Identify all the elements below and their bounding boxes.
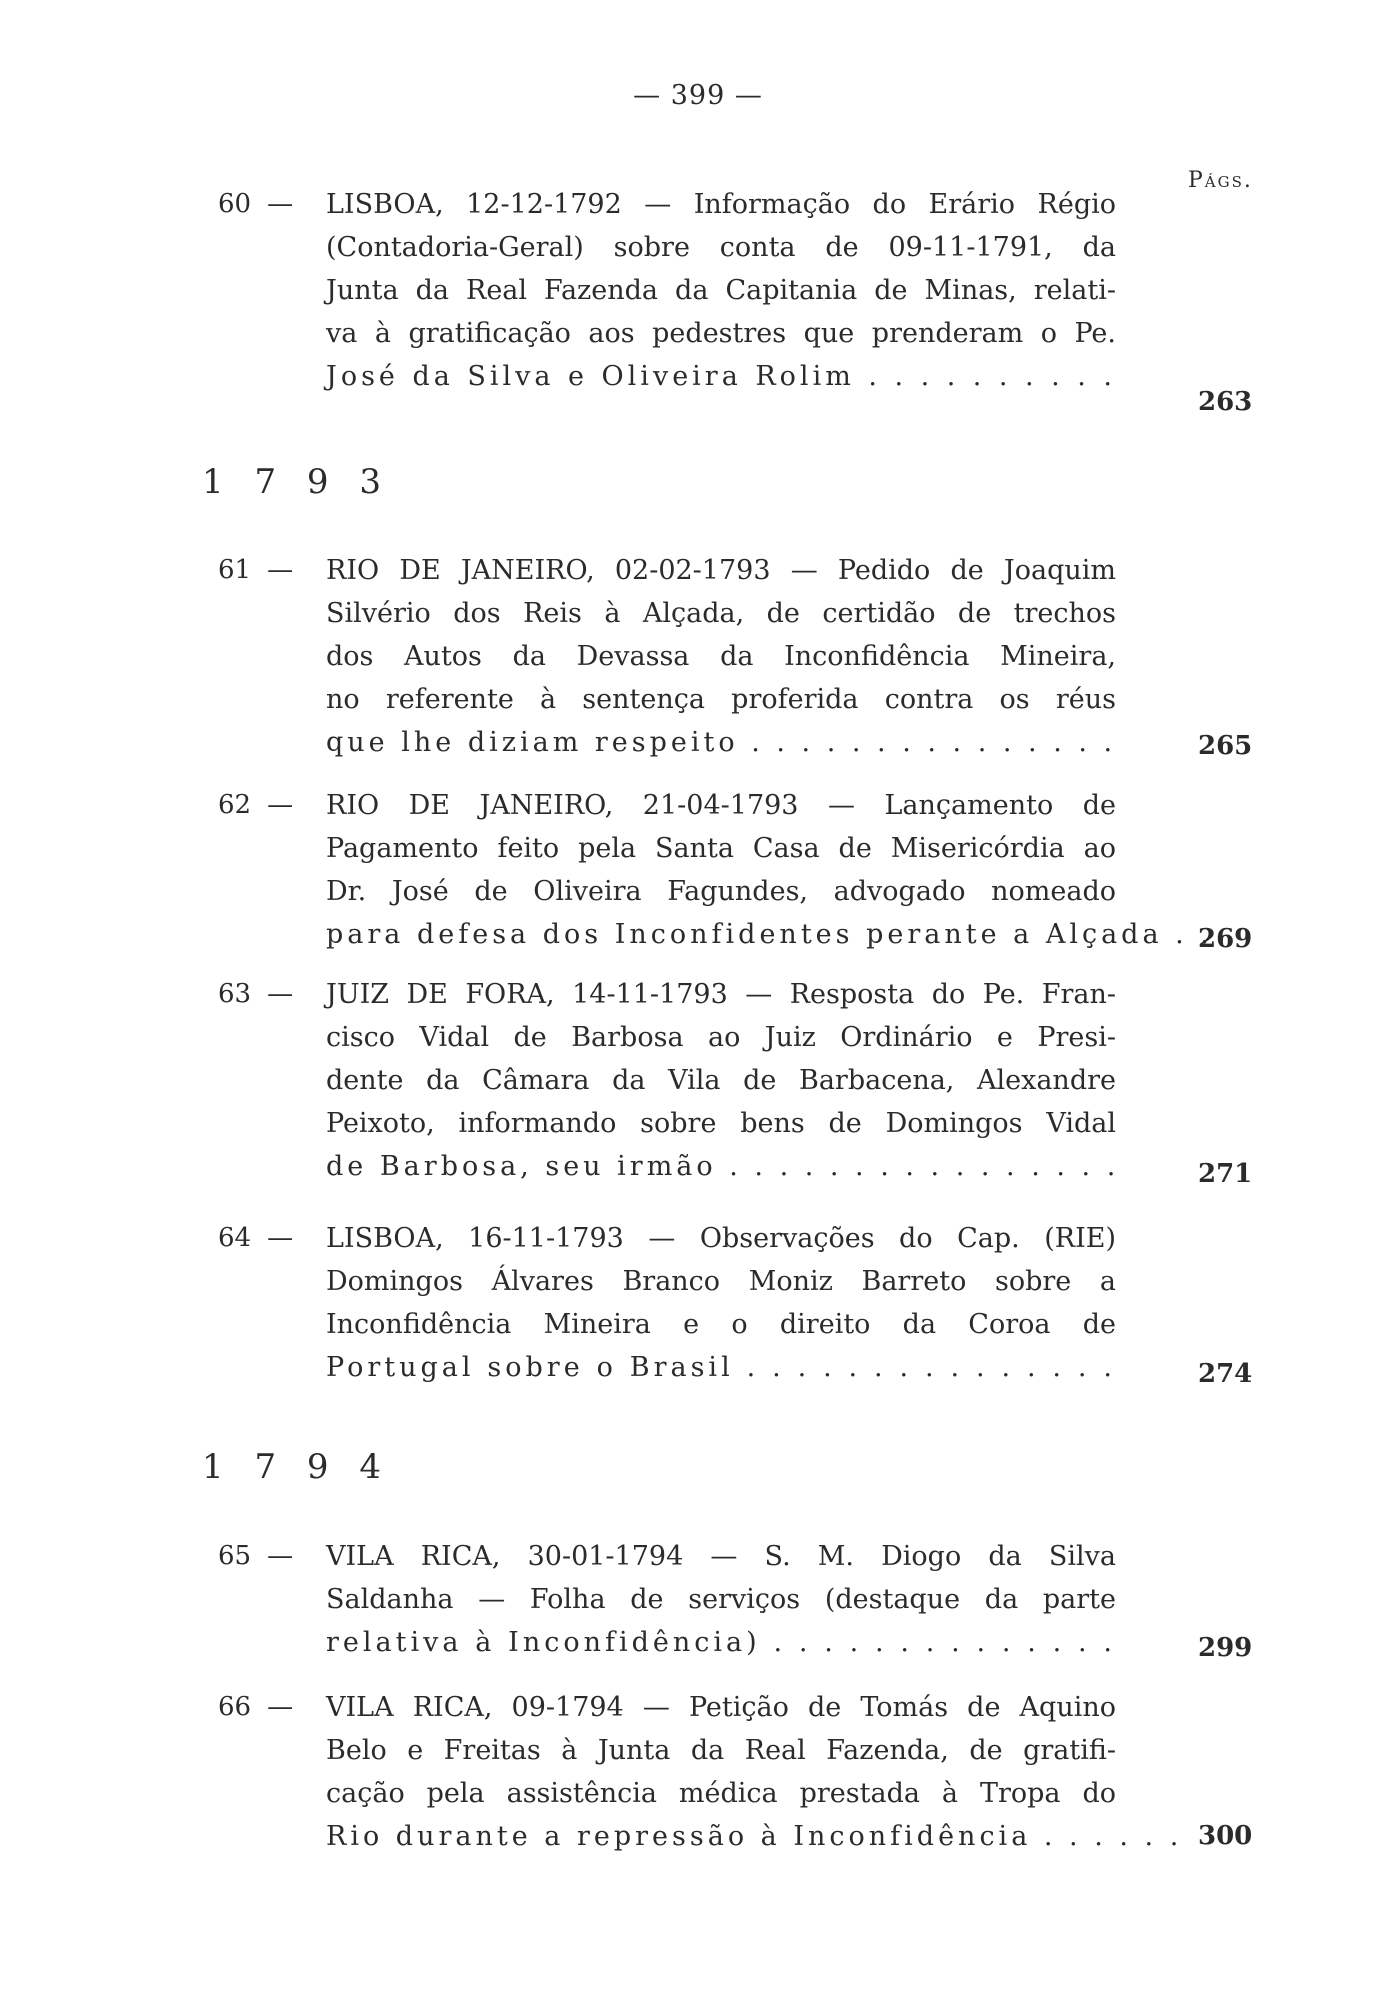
entry-line: RIO DE JANEIRO, 21-04-1793 — Lançamento de	[326, 790, 1116, 821]
entry-number-65: 65 —	[218, 1541, 294, 1571]
entry-line: Dr. José de Oliveira Fagundes, advogado nomeado	[326, 876, 1116, 907]
entry-number-63: 63 —	[218, 979, 294, 1009]
entry-line: Junta da Real Fazenda da Capitania de Minas, relati-	[326, 275, 1116, 306]
entry-number-64: 64 —	[218, 1223, 294, 1253]
entry-line: va à gratificação aos pedestres que prenderam o Pe.	[326, 318, 1116, 349]
entry-description	[326, 1217, 1116, 1389]
entry-number-60: 60 —	[218, 189, 294, 219]
entry-number-62: 62 —	[218, 790, 294, 820]
entry-line: de Barbosa, seu irmão . . . . . . . . . . . . . . . .	[326, 1151, 1120, 1182]
entry-line: (Contadoria-Geral) sobre conta de 09-11-1791, da	[326, 232, 1116, 263]
entry-page-number: 271	[1198, 1159, 1253, 1189]
entry-page-number: 300	[1198, 1821, 1253, 1851]
pages-column-header: Págs.	[1188, 168, 1253, 193]
entry-description	[326, 549, 1116, 764]
entry-line: LISBOA, 16-11-1793 — Observações do Cap. (RIE)	[326, 1223, 1116, 1254]
entry-line: Inconfidência Mineira e o direito da Coroa de	[326, 1309, 1116, 1340]
entry-line: Saldanha — Folha de serviços (destaque da parte	[326, 1584, 1116, 1615]
entry-number-61: 61 —	[218, 555, 294, 585]
entry-line: cação pela assistência médica prestada à Tropa do	[326, 1778, 1116, 1809]
entry-description	[326, 1535, 1116, 1664]
entry-line: relativa à Inconfidência) . . . . . . . . . . . . . .	[326, 1627, 1116, 1658]
entry-line: Portugal sobre o Brasil . . . . . . . . . . . . . . .	[326, 1352, 1116, 1383]
entry-line: no referente à sentença proferida contra os réus	[326, 684, 1116, 715]
entry-description	[326, 784, 1213, 956]
entry-line: que lhe diziam respeito . . . . . . . . . . . . . . .	[326, 727, 1117, 758]
entry-line: Pagamento feito pela Santa Casa de Misericórdia ao	[326, 833, 1116, 864]
entry-page-number: 263	[1198, 387, 1253, 417]
entry-line: Peixoto, informando sobre bens de Domingos Vidal	[326, 1108, 1116, 1139]
entry-description	[326, 183, 1116, 398]
entry-page-number: 274	[1198, 1359, 1253, 1389]
entry-line: RIO DE JANEIRO, 02-02-1793 — Pedido de Joaquim	[326, 555, 1116, 586]
entry-line: dos Autos da Devassa da Inconfidência Mineira,	[326, 641, 1116, 672]
entry-description	[326, 1686, 1183, 1858]
entry-line: cisco Vidal de Barbosa ao Juiz Ordinário e Presi-	[326, 1022, 1116, 1053]
entry-page-number: 299	[1198, 1633, 1253, 1663]
page-number: — 399 —	[633, 80, 763, 111]
entry-line: dente da Câmara da Vila de Barbacena, Alexandre	[326, 1065, 1116, 1096]
year-heading-1793: 1 7 9 3	[202, 462, 391, 502]
entry-line: VILA RICA, 30-01-1794 — S. M. Diogo da Silva	[326, 1541, 1116, 1572]
entry-line: LISBOA, 12-12-1792 — Informação do Erário Régio	[326, 189, 1116, 220]
entry-page-number: 265	[1198, 731, 1253, 761]
entry-line: Rio durante a repressão à Inconfidência . . . . . .	[326, 1821, 1183, 1852]
entry-line: Domingos Álvares Branco Moniz Barreto sobre a	[326, 1266, 1116, 1297]
entry-line: José da Silva e Oliveira Rolim . . . . . . . . . .	[326, 361, 1116, 392]
entry-number-66: 66 —	[218, 1692, 294, 1722]
entry-line: VILA RICA, 09-1794 — Petição de Tomás de Aquino	[326, 1692, 1116, 1723]
year-heading-1794: 1 7 9 4	[202, 1447, 391, 1487]
entry-line: Silvério dos Reis à Alçada, de certidão de trechos	[326, 598, 1116, 629]
entry-line: para defesa dos Inconfidentes perante a Alçada . .	[326, 919, 1213, 950]
entry-description	[326, 973, 1120, 1188]
entry-page-number: 269	[1198, 924, 1253, 954]
entry-line: JUIZ DE FORA, 14-11-1793 — Resposta do Pe. Fran-	[326, 979, 1116, 1010]
entry-line: Belo e Freitas à Junta da Real Fazenda, de gratifi-	[326, 1735, 1116, 1766]
